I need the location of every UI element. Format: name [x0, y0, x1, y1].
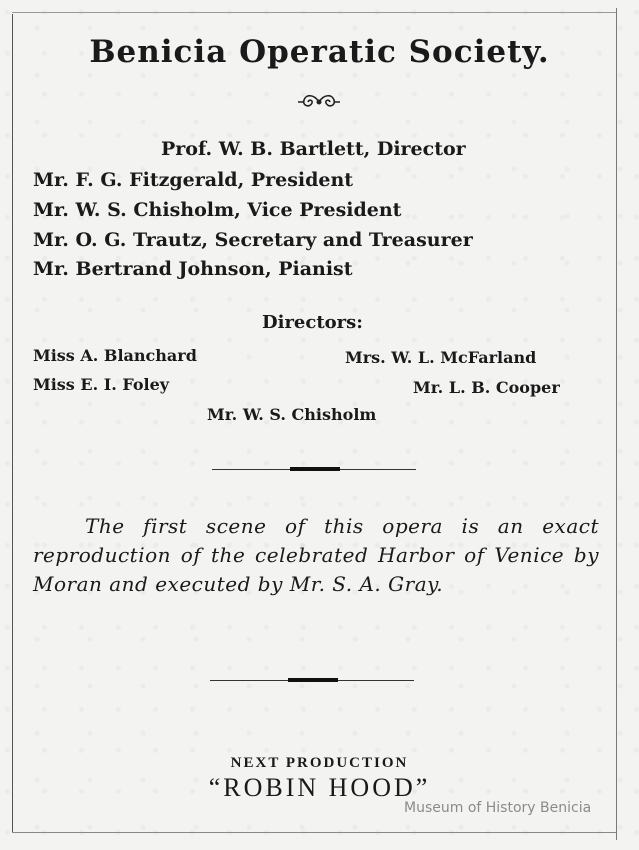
page-border-right: [616, 8, 617, 840]
divider-rule-center: [288, 678, 338, 682]
officer-director: Prof. W. B. Bartlett, Director: [161, 138, 466, 160]
director-name: Mr. W. S. Chisholm: [207, 405, 377, 424]
next-production-title: “ROBIN HOOD”: [208, 773, 431, 802]
officer-president: Mr. F. G. Fitzgerald, President: [33, 169, 354, 191]
director-name: Mrs. W. L. McFarland: [345, 348, 537, 367]
divider-rule-center: [290, 467, 340, 471]
page-border-bottom: [12, 832, 616, 833]
officer-pianist: Mr. Bertrand Johnson, Pianist: [33, 258, 353, 280]
page-border-left: [12, 14, 13, 832]
directors-heading: Directors:: [262, 312, 363, 333]
next-production-label: NEXT PRODUCTION: [230, 755, 409, 771]
fleuron-icon: [296, 92, 342, 112]
officer-secretary-treasurer: Mr. O. G. Trautz, Secretary and Treasurer: [33, 229, 473, 251]
scene-note-paragraph: The first scene of this opera is an exact reproduction of the celebrated Harbor of Venice by Moran and executed by Mr. S. A. Gray.: [33, 514, 599, 596]
director-name: Miss E. I. Foley: [33, 375, 170, 394]
society-title: Benicia Operatic Society.: [89, 34, 550, 70]
officer-vice-president: Mr. W. S. Chisholm, Vice President: [33, 199, 402, 221]
director-name: Miss A. Blanchard: [33, 346, 197, 365]
page-border-top: [12, 12, 616, 13]
director-name: Mr. L. B. Cooper: [413, 378, 560, 397]
museum-watermark: Museum of History Benicia: [404, 800, 592, 816]
